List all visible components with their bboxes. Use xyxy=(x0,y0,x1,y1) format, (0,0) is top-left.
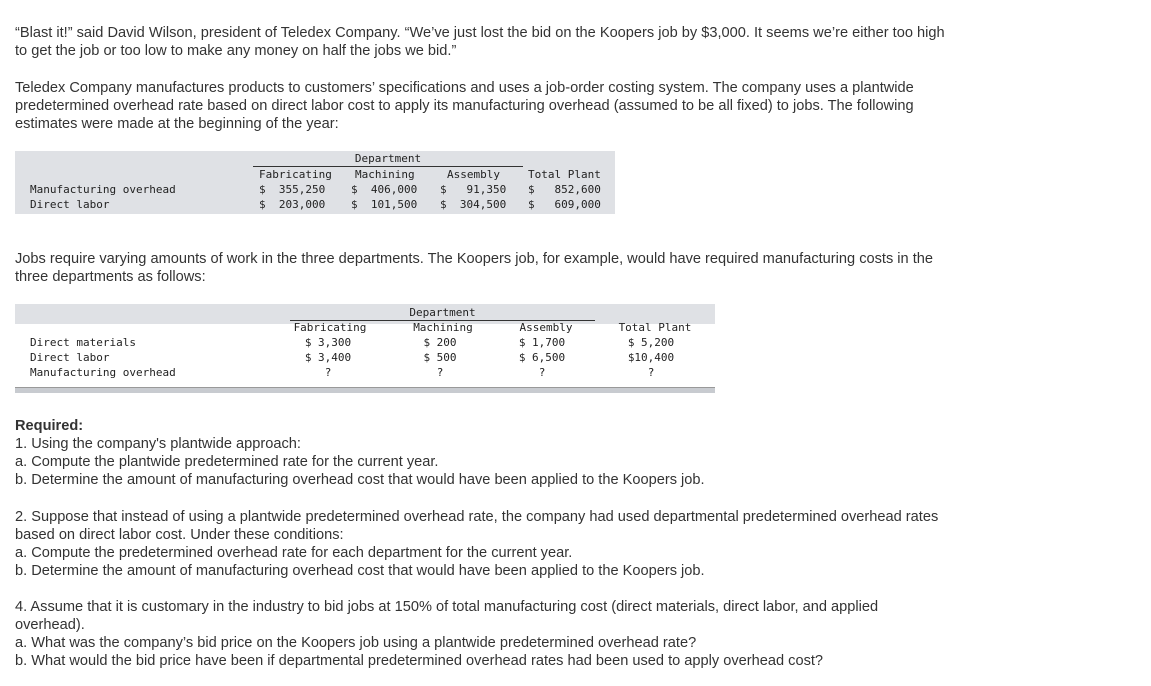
cell-fabricating: $ 355,250 xyxy=(259,183,326,196)
row-label-manufacturing-overhead: Manufacturing overhead xyxy=(30,366,176,379)
question-2a: a. Compute the predetermined overhead rate for each department for the current year. xyxy=(15,545,573,561)
cell-fabricating: $ 203,000 xyxy=(259,198,326,211)
cell-fabricating: $ 3,300 xyxy=(304,336,352,349)
required-heading: Required: xyxy=(15,418,84,434)
group-header-department: Department xyxy=(354,152,422,165)
col-header-machining: Machining xyxy=(355,168,415,181)
cell-assembly: $ 91,350 xyxy=(440,183,507,196)
row-label-direct-labor: Direct labor xyxy=(30,198,110,211)
cell-assembly: $ 6,500 xyxy=(518,351,566,364)
question-4b: b. What would the bid price have been if departmental predetermined overhead rates had been used to apply overhead cost? xyxy=(15,653,824,669)
cell-fabricating: $ 3,400 xyxy=(304,351,352,364)
cell-assembly: ? xyxy=(538,366,546,379)
col-header-fabricating: Fabricating xyxy=(293,321,367,334)
question-4: 4. Assume that it is customary in the industry to bid jobs at 150% of total manufacturing cost (direct materials, direct labor, and applied overhead). xyxy=(15,599,879,633)
cell-machining: $ 200 xyxy=(423,336,457,349)
cell-machining: $ 406,000 xyxy=(351,183,418,196)
cell-total-plant: $10,400 xyxy=(627,351,675,364)
jobs-paragraph: Jobs require varying amounts of work in the three departments. The Koopers job, for example, would have required manufacturing costs in the three departments as follows: xyxy=(15,251,934,285)
cell-total-plant: $ 5,200 xyxy=(627,336,675,349)
header-rule xyxy=(253,166,523,167)
cell-machining: $ 101,500 xyxy=(351,198,418,211)
cell-total-plant: $ 609,000 xyxy=(528,198,601,211)
col-header-assembly: Assembly xyxy=(519,321,573,334)
col-header-fabricating: Fabricating xyxy=(259,168,332,181)
col-header-machining: Machining xyxy=(413,321,473,334)
col-header-total-plant: Total Plant xyxy=(618,321,692,334)
col-header-total-plant: Total Plant xyxy=(528,168,601,181)
col-header-assembly: Assembly xyxy=(447,168,500,181)
question-1: 1. Using the company's plantwide approach: xyxy=(15,436,301,452)
intro-paragraph-2: Teledex Company manufactures products to customers’ specifications and uses a job-order costing system. The company uses a plantwide predetermined overhead rate based on direct labor cost to apply its manufacturing overhead (assumed to be all fixed) to jobs. The following estimates were made at the beginning of the year: xyxy=(15,80,914,132)
cell-machining: ? xyxy=(436,366,444,379)
group-header-department: Department xyxy=(409,306,476,319)
table-bottom-bar xyxy=(15,387,715,393)
cell-machining: $ 500 xyxy=(423,351,457,364)
question-4a: a. What was the company’s bid price on the Koopers job using a plantwide predetermined overhead rate? xyxy=(15,635,697,651)
row-label-direct-materials: Direct materials xyxy=(30,336,136,349)
question-2: 2. Suppose that instead of using a plantwide predetermined overhead rate, the company had used departmental predetermined overhead rates based on direct labor cost. Under these conditions: xyxy=(15,509,939,543)
intro-paragraph-1: “Blast it!” said David Wilson, president of Teledex Company. “We’ve just lost the bid on the Koopers job by $3,000. It seems we’re either too high to get the job or too low to make any money on half the jobs we bid.” xyxy=(15,25,945,59)
cell-total-plant: ? xyxy=(647,366,655,379)
row-label-direct-labor: Direct labor xyxy=(30,351,110,364)
question-1a: a. Compute the plantwide predetermined rate for the current year. xyxy=(15,454,439,470)
row-label-manufacturing-overhead: Manufacturing overhead xyxy=(30,183,176,196)
cell-assembly: $ 1,700 xyxy=(518,336,566,349)
cell-fabricating: ? xyxy=(324,366,332,379)
cell-assembly: $ 304,500 xyxy=(440,198,507,211)
question-2b: b. Determine the amount of manufacturing overhead cost that would have been applied to the Koopers job. xyxy=(15,563,705,579)
cell-total-plant: $ 852,600 xyxy=(528,183,601,196)
question-1b: b. Determine the amount of manufacturing overhead cost that would have been applied to the Koopers job. xyxy=(15,472,705,488)
